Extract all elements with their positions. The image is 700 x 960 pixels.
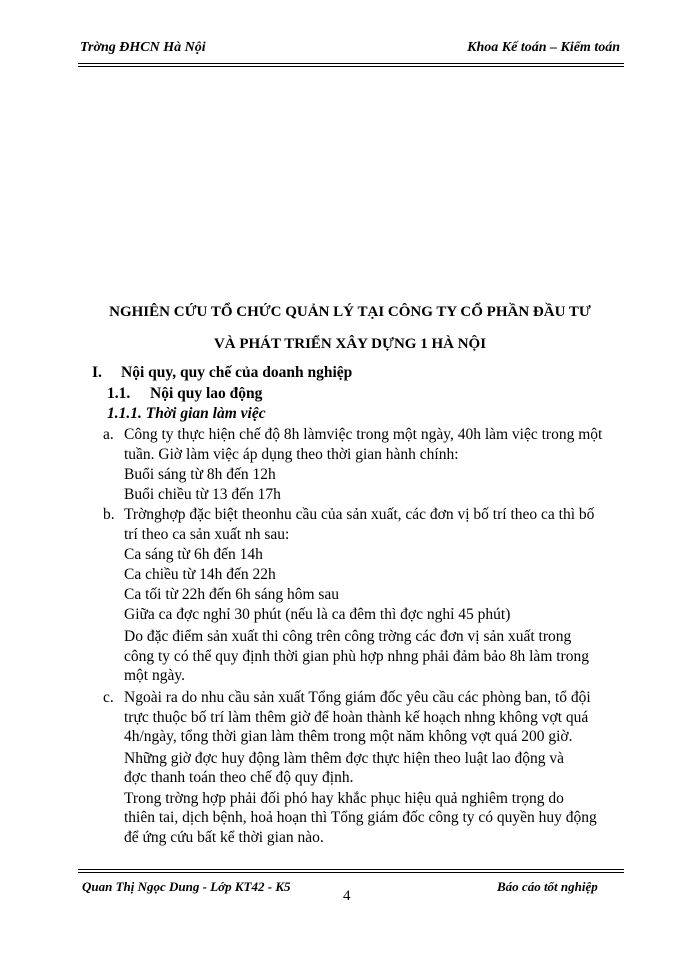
header-rule-bottom [78,66,624,67]
item-b-line: trí theo ca sản xuất nh sau: [124,526,290,543]
item-c-line: để ứng cứu bất kể thời gian nào. [124,829,324,846]
item-b-line: Do đặc điểm sản xuất thi công trên công trờng các đơn vị sản xuất trong [124,628,572,645]
header-department: Khoa Kế toán – Kiểm toán [467,40,620,55]
item-c-line: Những giờ đợc huy động làm thêm đợc thực hiện theo luật lao động và [124,750,565,767]
item-a-line: Công ty thực hiện chế độ 8h làmviệc trong một ngày, 40h làm việc trong một [124,426,603,443]
section-1-title: Nội quy, quy chế của doanh nghiệp [121,364,353,381]
header-school: Trờng ĐHCN Hà Nội [80,40,206,55]
item-a-marker: a. [103,426,114,443]
item-c-line: Trong trờng hợp phải đối phó hay khắc phục hiệu quả nghiêm trọng do [124,790,564,807]
item-b-line: Trờnghợp đặc biệt theonhu cầu của sản xuất, các đơn vị bố trí theo ca thì bố [124,506,595,523]
item-c-line: thiên tai, dịch bệnh, hoả hoạn thì Tổng giám đốc công ty có quyền huy động [124,809,597,826]
item-a-line: tuần. Giờ làm việc áp dụng theo thời gian hành chính: [124,446,459,463]
section-1-1-title: Nội quy lao động [150,385,263,402]
item-b-marker: b. [103,506,115,523]
footer-report-type: Báo cáo tốt nghiệp [497,879,598,894]
section-1-1-1-title: 1.1.1. Thời gian làm việc [107,405,266,422]
footer-rule-top [78,869,624,870]
item-b-line: Ca tối từ 22h đến 6h sáng hôm sau [124,586,340,603]
item-c-line: Ngoài ra do nhu cầu sản xuất Tổng giám đốc yêu cầu các phòng ban, tổ đội [124,689,591,706]
section-1-1-number: 1.1. [107,385,131,402]
footer-author: Quan Thị Ngọc Dung - Lớp KT42 - K5 [82,879,291,894]
section-1-number: I. [92,364,102,381]
item-c-line: đợc thanh toán theo chế độ quy định. [124,769,354,786]
item-b-line: Ca chiều từ 14h đến 22h [124,566,276,583]
doc-title-line2: VÀ PHÁT TRIỂN XÂY DỰNG 1 HÀ NỘI [213,336,487,352]
page-number: 4 [343,888,351,904]
item-b-line: công ty có thể quy định thời gian phù hợp nhng phải đảm bảo 8h làm trong [124,648,589,665]
doc-title-line1: NGHIÊN CỨU TỔ CHỨC QUẢN LÝ TẠI CÔNG TY CỔ PHẦN ĐẦU TƯ [109,304,591,320]
item-c-line: trực thuộc bố trí làm thêm giờ để hoàn thành kế hoạch nhng không vợt quá [124,709,589,726]
item-c-marker: c. [103,689,114,706]
item-b-line: một ngày. [124,667,185,684]
item-a-line: Buổi sáng từ 8h đến 12h [124,466,276,483]
footer-rule-bottom [78,872,624,873]
item-b-line: Giữa ca đợc nghỉ 30 phút (nếu là ca đêm thì đợc nghỉ 45 phút) [124,606,511,623]
item-a-line: Buổi chiều từ 13 đến 17h [124,486,281,503]
header-rule-top [78,63,624,64]
item-b-line: Ca sáng từ 6h đến 14h [124,546,263,563]
item-c-line: 4h/ngày, tổng thời gian làm thêm trong một năm không vợt quá 200 giờ. [124,728,573,745]
